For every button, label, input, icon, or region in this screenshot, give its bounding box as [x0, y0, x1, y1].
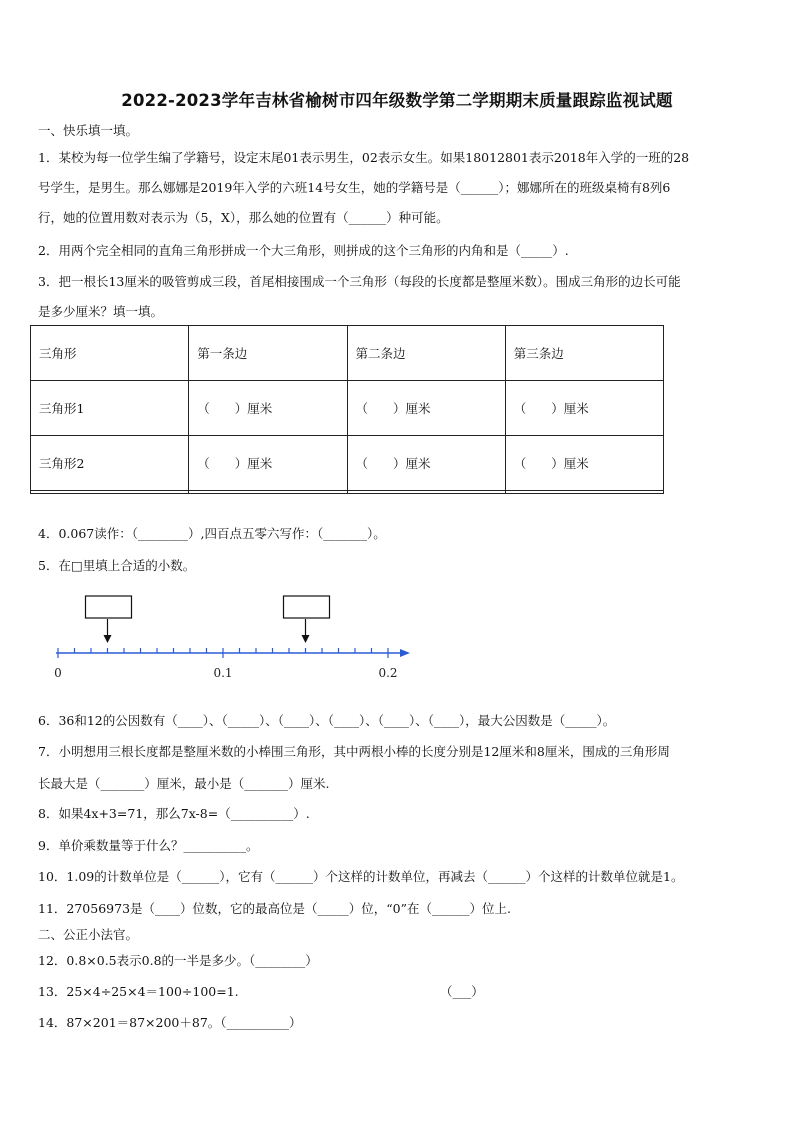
table-cell: [347, 491, 505, 494]
question-5: 5．在□里填上合适的小数。: [38, 558, 196, 573]
triangle-table: [30, 325, 664, 494]
table-row: [31, 381, 664, 436]
question-3-line-2: 是多少厘米？填一填。: [38, 304, 164, 319]
question-10: 10．1.09的计数单位是（______），它有（______）个这样的计数单位，再减去（______）个这样的计数单位就是1。: [38, 869, 684, 884]
table-cell: 三角形1: [31, 381, 189, 436]
number-line-arrow-head: [400, 649, 410, 657]
question-7-line-2: 长最大是（_______）厘米，最小是（_______）厘米.: [38, 776, 330, 791]
table-cell: （ ）厘米: [189, 436, 347, 491]
table-cell: （ ）厘米: [347, 381, 505, 436]
pointer-arrow-head: [104, 635, 112, 643]
question-14: 14．87×201＝87×200＋87。（__________）: [38, 1015, 302, 1030]
number-line-label: 0.1: [213, 666, 233, 680]
table-row: [31, 491, 664, 494]
table-cell: [505, 491, 663, 494]
question-6: 6．36和12的公因数有（____）、（_____）、（____）、（____）、（____）、（____），最大公因数是（_____）。: [38, 713, 616, 728]
question-9: 9．单价乘数量等于什么？__________。: [38, 838, 259, 853]
question-1-line-1: 1．某校为每一位学生编了学籍号，设定末尾01表示男生，02表示女生。如果18012801表示2018年入学的一班的28: [38, 150, 690, 165]
question-3-line-1: 3．把一根长13厘米的吸管剪成三段，首尾相接围成一个三角形（每段的长度都是整厘米数）。围成三角形的边长可能: [38, 274, 681, 289]
table-header-cell: 第三条边: [505, 326, 663, 381]
section-heading-1: 一、快乐填一填。: [38, 123, 139, 138]
table-cell: 三角形2: [31, 436, 189, 491]
pointer-arrow-head: [302, 635, 310, 643]
table-cell: [31, 491, 189, 494]
table-cell: [189, 491, 347, 494]
answer-box[interactable]: [284, 596, 330, 618]
page-title: 2022-2023学年吉林省榆树市四年级数学第二学期期末质量跟踪监视试题: [121, 91, 673, 110]
number-line: [50, 590, 420, 685]
question-1-line-3: 行，她的位置用数对表示为（5，X），那么她的位置有（______）种可能。: [38, 210, 449, 225]
question-11: 11．27056973是（____）位数，它的最高位是（_____）位，“0”在（______）位上.: [38, 901, 511, 916]
table-header-row: [31, 326, 664, 381]
table-cell: （ ）厘米: [505, 381, 663, 436]
question-1-line-2: 号学生，是男生。那么娜娜是2019年入学的六班14号女生，她的学籍号是（______）；娜娜所在的班级桌椅有8列6: [38, 180, 671, 195]
section-heading-2: 二、公正小法官。: [38, 927, 139, 942]
table-header-cell: 第一条边: [189, 326, 347, 381]
table-header-cell: 三角形: [31, 326, 189, 381]
question-4: 4．0.067读作：（________）,四百点五零六写作：（_______）。: [38, 526, 386, 541]
number-line-label: 0: [54, 666, 62, 680]
table-cell: （ ）厘米: [347, 436, 505, 491]
question-13: 13．25×4÷25×4＝100÷100=1.: [38, 984, 239, 999]
table-cell: （ ）厘米: [505, 436, 663, 491]
question-8: 8．如果4x+3=71，那么7x-8=（__________）.: [38, 806, 310, 821]
question-13-answer-blank: （___）: [440, 984, 484, 999]
table-header-cell: 第二条边: [347, 326, 505, 381]
table-cell: （ ）厘米: [189, 381, 347, 436]
question-7-line-1: 7．小明想用三根长度都是整厘米数的小棒围三角形，其中两根小棒的长度分别是12厘米和8厘米，围成的三角形周: [38, 744, 670, 759]
answer-box[interactable]: [86, 596, 132, 618]
question-12: 12．0.8×0.5表示0.8的一半是多少。（________）: [38, 953, 318, 968]
table-row: [31, 436, 664, 491]
question-2: 2．用两个完全相同的直角三角形拼成一个大三角形，则拼成的这个三角形的内角和是（_____）.: [38, 243, 569, 258]
number-line-label: 0.2: [378, 666, 398, 680]
